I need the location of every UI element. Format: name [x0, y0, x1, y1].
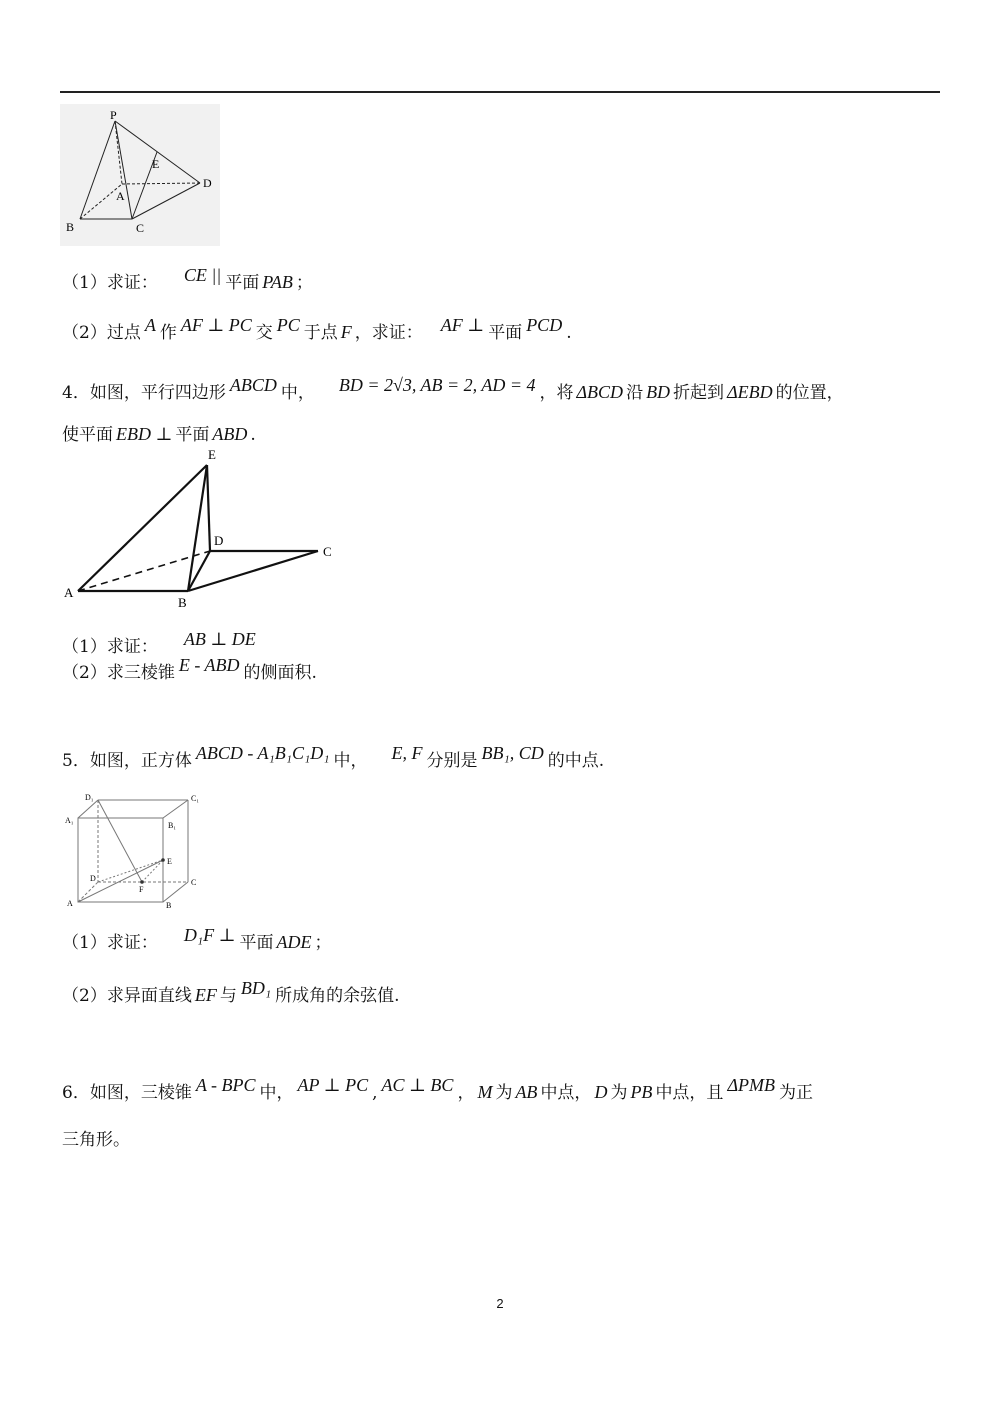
- q4-part2: （2）求三棱锥 E - ABD 的侧面积.: [62, 655, 317, 683]
- label-b: B: [66, 220, 75, 234]
- q5-part1: （1）求证： D₁F ⊥ 平面 ADE ；: [62, 925, 332, 953]
- label-p: P: [110, 108, 117, 122]
- label-c: C: [191, 878, 197, 887]
- label-f: F: [139, 885, 144, 894]
- label-a: A: [67, 899, 73, 908]
- q3-part2: （2）过点 A 作 AF ⊥ PC 交 PC 于点 F ，求证： AF ⊥ 平面 PCD .: [62, 315, 572, 343]
- label-e: E: [152, 157, 160, 171]
- figure-pyramid-p-abcd: [60, 104, 220, 246]
- label-a: A: [116, 189, 125, 203]
- q4-statement: 4．如图，平行四边形 ABCD 中， BD = 2√3, AB = 2, AD = 4 ，将 ΔBCD 沿 BD 折起到 ΔEBD 的位置，: [62, 375, 844, 403]
- q5-part2: （2）求异面直线 EF 与 BD₁ 所成角的余弦值.: [62, 978, 400, 1006]
- figure-cube: [60, 790, 210, 915]
- label-c: C: [323, 544, 332, 559]
- q5-statement: 5．如图，正方体 ABCD - A₁B₁C₁D₁ 中， E, F 分别是 BB₁, CD 的中点.: [62, 743, 605, 771]
- q4-statement-cont: 使平面 EBD ⊥ 平面 ABD .: [62, 424, 256, 445]
- label-a1: A₁: [65, 816, 74, 825]
- label-a: A: [64, 585, 74, 600]
- header-rule: [60, 91, 940, 93]
- label-d1: D₁: [85, 793, 94, 802]
- label-e: E: [167, 857, 172, 866]
- label-b: B: [178, 595, 187, 610]
- q6-statement: 6．如图，三棱锥 A - BPC 中， AP ⊥ PC , AC ⊥ BC ， M 为 AB 中点， D 为 PB 中点，且 ΔPMB 为正: [62, 1075, 813, 1103]
- label-b: B: [166, 901, 172, 910]
- page-number: 2: [496, 1296, 504, 1311]
- q4-part1: （1）求证： AB ⊥ DE: [62, 629, 256, 657]
- label-b1: B₁: [168, 821, 177, 830]
- label-d: D: [90, 874, 96, 883]
- label-d: D: [214, 533, 224, 548]
- q3-part1: （1）求证： CE || 平面 PAB ；: [62, 265, 313, 293]
- q6-statement-cont: 三角形。: [62, 1130, 130, 1150]
- label-d: D: [203, 176, 212, 190]
- label-e: E: [208, 447, 216, 462]
- label-c1: C₁: [191, 794, 200, 803]
- label-c: C: [136, 221, 145, 235]
- figure-folded-triangle: [60, 445, 350, 615]
